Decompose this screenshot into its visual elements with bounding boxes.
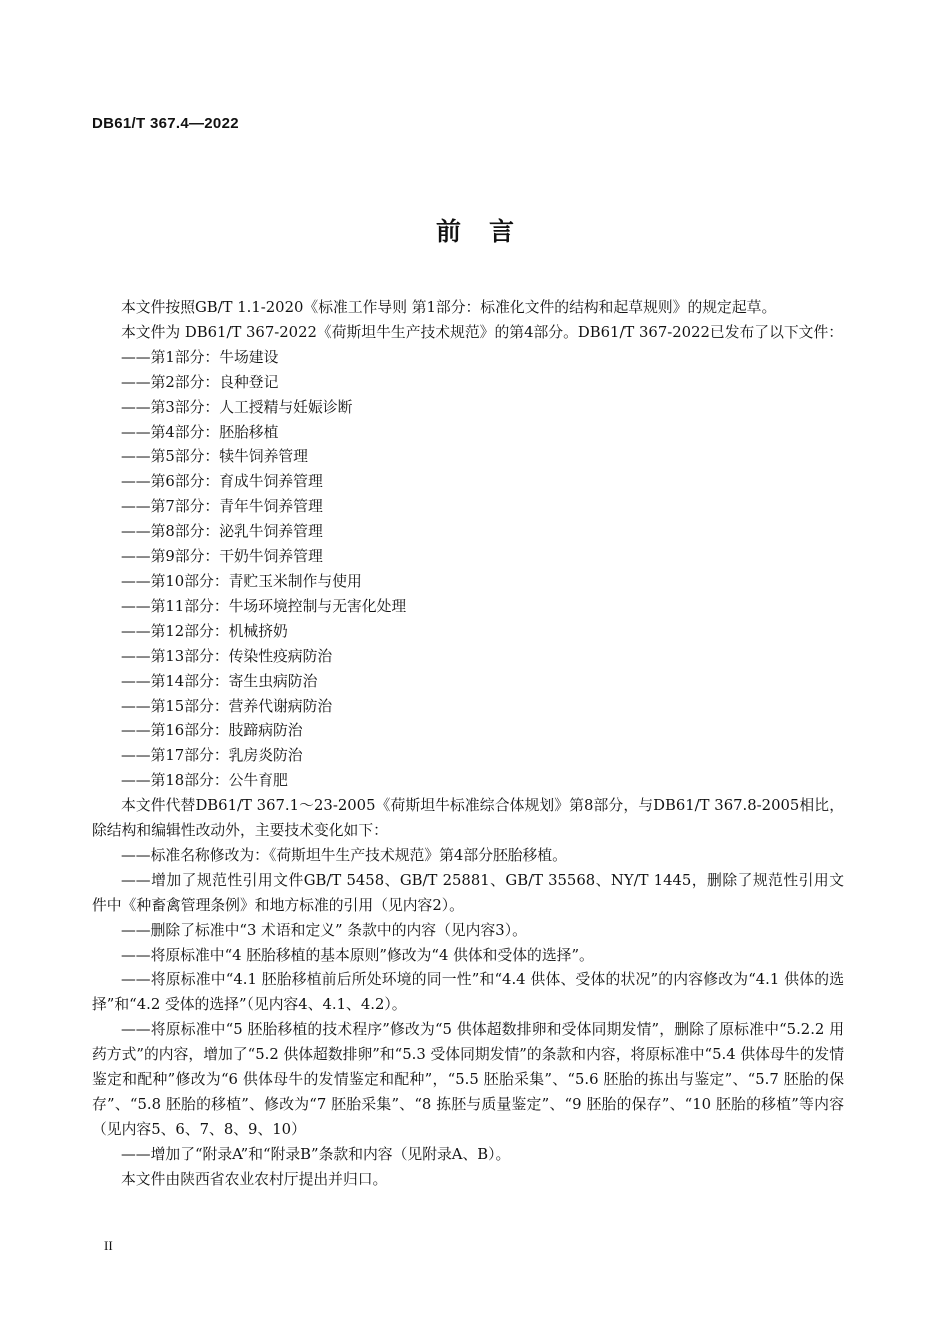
change-item: ——将原标准中“4.1 胚胎移植前后所处环境的同一性”和“4.4 供体、受体的状况”的内容修改为“4.1 供体的选择”和“4.2 受体的选择”（见内容4、4.1、4.2）。 — [92, 971, 844, 1014]
list-item: ——第11部分：牛场环境控制与无害化处理 — [121, 597, 407, 615]
page-number: II — [104, 1238, 113, 1253]
change-item: ——增加了“附录A”和“附录B”条款和内容（见附录A、B）。 — [121, 1145, 511, 1163]
list-item: ——第17部分：乳房炎防治 — [121, 747, 303, 765]
intro-paragraph: 本文件按照GB/T 1.1-2020《标准工作导则 第1部分：标准化文件的结构和起草规则》的规定起草。 — [121, 299, 777, 316]
change-item: ——增加了规范性引用文件GB/T 5458、GB/T 25881、GB/T 35568、NY/T 1445，删除了规范性引用文件中《种畜禽管理条例》和地方标准的引用（见内容2）。 — [92, 871, 844, 914]
list-item: ——第18部分：公牛育肥 — [121, 772, 288, 790]
list-item: ——第4部分：胚胎移植 — [121, 423, 279, 441]
document-body — [92, 296, 844, 1193]
change-item: ——将原标准中“5 胚胎移植的技术程序”修改为“5 供体超数排卵和受体同期发情”，删除了原标准中“5.2.2 用药方式”的内容，增加了“5.2 供体超数排卵”和“5.3 受体同期发情”的条款和内容，将原标准中“5.4 供体母牛的发情鉴定和配种”修改为“6 供体母牛的发情鉴定和配种”，“5.5 胚胎采集”、“5.6 胚胎的拣出与鉴定”、“5.7 胚胎的保存”、“5.8 胚胎的移植”、修改为“7 胚胎采集”、“8 拣胚与质量鉴定”、“9 胚胎的保存”、“10 胚胎的移植”等内容（见内容5、6、7、8、9、10） — [92, 1021, 844, 1138]
list-item: ——第1部分：牛场建设 — [121, 348, 279, 366]
parts-list — [92, 346, 844, 794]
closing-paragraph: 本文件由陕西省农业农村厅提出并归口。 — [121, 1170, 388, 1188]
intro-paragraph: 本文件为 DB61/T 367-2022《荷斯坦牛生产技术规范》的第4部分。DB61/T 367-2022已发布了以下文件： — [121, 323, 844, 341]
page-title: 前言 — [435, 217, 542, 246]
list-item: ——第5部分：犊牛饲养管理 — [121, 448, 308, 466]
list-item: ——第3部分：人工授精与妊娠诊断 — [121, 398, 353, 416]
list-item: ——第14部分：寄生虫病防治 — [121, 672, 318, 690]
change-item: ——将原标准中“4 胚胎移植的基本原则”修改为“4 供体和受体的选择”。 — [121, 946, 594, 964]
list-item: ——第2部分：良种登记 — [121, 373, 279, 391]
list-item: ——第9部分：干奶牛饲养管理 — [121, 548, 323, 566]
change-item: ——标准名称修改为：《荷斯坦牛生产技术规范》第4部分胚胎移植。 — [121, 846, 567, 864]
list-item: ——第13部分：传染性疫病防治 — [121, 647, 333, 665]
changes-list — [92, 844, 844, 1168]
list-item: ——第8部分：泌乳牛饲养管理 — [121, 523, 323, 541]
list-item: ——第10部分：青贮玉米制作与使用 — [121, 572, 362, 590]
replacement-paragraph: 本文件代替DB61/T 367.1～23-2005《荷斯坦牛标准综合体规划》第8部分，与DB61/T 367.8-2005相比，除结构和编辑性改动外，主要技术变化如下： — [92, 797, 844, 840]
list-item: ——第7部分：青年牛饲养管理 — [121, 498, 323, 516]
list-item: ——第15部分：营养代谢病防治 — [121, 697, 333, 715]
list-item: ——第6部分：育成牛饲养管理 — [121, 473, 323, 491]
document-code: DB61/T 367.4—2022 — [92, 115, 239, 132]
list-item: ——第16部分：肢蹄病防治 — [121, 722, 303, 740]
list-item: ——第12部分：机械挤奶 — [121, 622, 288, 640]
change-item: ——删除了标准中“3 术语和定义” 条款中的内容（见内容3）。 — [121, 921, 527, 939]
